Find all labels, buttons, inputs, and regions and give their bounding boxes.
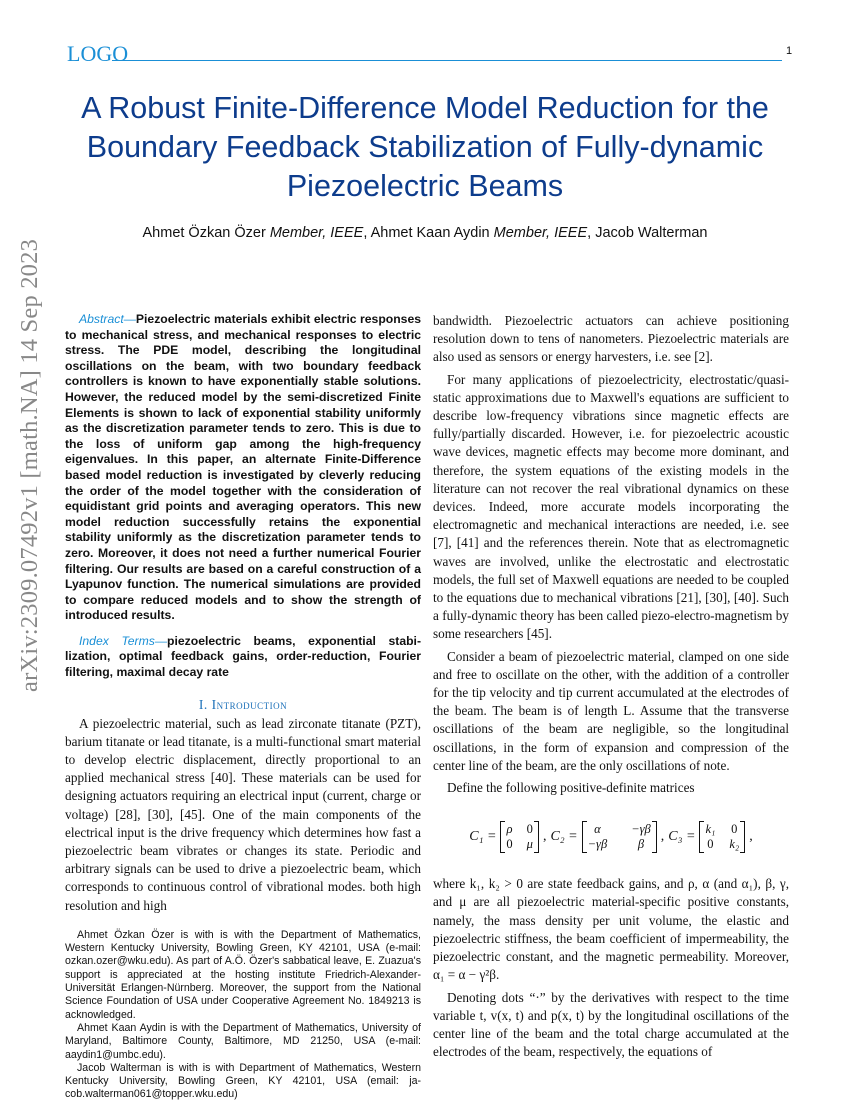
- matrix-cell: 0: [506, 837, 513, 852]
- page-number: 1: [786, 45, 793, 57]
- section-heading-introduction: I. Introduction: [198, 696, 288, 712]
- body-paragraph: Define the following positive-definite matrices: [447, 780, 695, 796]
- matrix-label: C₁ =: [469, 829, 497, 845]
- comma: ,: [749, 829, 753, 845]
- matrix-cell: α: [594, 822, 601, 837]
- matrix-cell: μ: [526, 837, 533, 852]
- body-paragraph: Consider a beam of piezoelectric material, clamped on one side and free to oscillate on the other, with the addition of a controller for the tip velocity and tip current accumulated at the electrodes of the beam. The beam is of length L. Assume that the transverse oscillations of the beam are negligible, so the longitudinal oscillations, in the form of expansion and compression of the center line of the beam, are the only oscillations of note.: [433, 648, 789, 773]
- index-terms: [65, 634, 421, 681]
- footnote-author-1: Ahmet Özkan Özer is with is with the Department of Mathematics, Western Kentucky University, Bowling Green, KY 42101, USA (e-mail: ozkan.ozer@wku.edu). As part of A.Ö. Özer's sabbatical leave, E. Zuazua's support is appreciated at the hosting institute Friedrich-Alexander-Universität Erlangen-Nürnberg. Moreover, the support from the National Science Foundation of USA under Cooperative Agreement No. 1849213 is acknowledged.: [65, 928, 421, 1021]
- journal-logo: LOGO: [67, 41, 129, 66]
- abstract-text: Piezoelectric materials exhibit electric responses to mechanical stress, and mechanical responses to electric stress. The PDE model, describing the longitudinal oscillations on the beam, with two boundary feedback controllers is known to have exponentially stable solutions. However, the reduced model by the semi-discretized Finite Elements is shown to lack of exponential stability uniformly as the discretization parameter tends to zero. This is due to the loss of uniform gap among the high-frequency eigenvalues. In this paper, an alternate Finite-Difference based model reduction is investigated by cleverly reducing the order of the model together with the consideration of equidistant grid points and averaging operators. This new model reduction successfully retains the exponential stability uniformly as the discretization parameter tends to zero. Moreover, it does not need a further numerical Fourier filtering. Our results are based on a careful construction of a Lyapunov function. The numerical simulations are provided to compare reduced models and to show the strength of introduced results.: [65, 312, 421, 623]
- matrix-cell: 0: [526, 822, 533, 837]
- title-block: [40, 89, 810, 241]
- paper-title: A Robust Finite-Difference Model Reduction for the Boundary Feedback Stabilization of Fully-dynamic Piezoelectric Beams: [81, 91, 769, 203]
- body-paragraph: Denoting dots “·” by the derivatives with respect to the time variable t, v(x, t) and p(x, t) by the longitudinal oscillations of the center line of the beam and the total charge accumulated at the electrodes of the beam, respectively, the equations of: [433, 989, 789, 1060]
- matrix-cell: k₁: [705, 822, 716, 837]
- index-terms-label: Index Terms—: [79, 633, 168, 648]
- comma: ,: [542, 829, 547, 845]
- matrix-cell: 0: [707, 837, 714, 852]
- author-list: [40, 225, 810, 241]
- matrix-definitions-equation: [433, 821, 789, 853]
- arxiv-stamp: arXiv:2309.07492v1 [math.NA] 14 Sep 2023: [16, 238, 43, 692]
- abstract: [65, 312, 421, 624]
- matrix-c1: [500, 821, 539, 853]
- body-paragraph: where k₁, k₂ > 0 are state feedback gains, and ρ, α (and α₁), β, γ, and μ are all piezoelectric material-specific positive constants, namely, the mass density per unit volume, the elastic and piezoelectric stiffness, the beam coefficient of impermeability, the piezoelectric constant, and the magnetic permeability. Moreover, α₁ = α − γ²β.: [433, 876, 789, 983]
- author-name: Jacob Walterman: [595, 225, 708, 241]
- matrix-cell: −γβ: [587, 837, 608, 852]
- matrix-cell: k₂: [729, 837, 740, 852]
- matrix-label: C₃ =: [668, 829, 696, 845]
- body-paragraph: For many applications of piezoelectricity, electrostatic/quasi-static approximations due to Maxwell's equations are sufficient to describe low-frequency vibrations since magnetic effects are fully/partially discarded. However, i.e. for piezoelectric acoustic wave devices, magnetic effects may become more dominant, and therefore, the system equations of the existing models in the literature can not recover the real vibrational dynamics on these devices. Indeed, more accurate models incorporating the electromagnetic and mechanical interactions are needed, i.e. see [7], [41] and the references therein. Note that as electromagnetic waves are involved, unlike the electrostatic and electrostatic models, the full set of Maxwell equations are needed to be coupled to the equations due to mechanical vibrations [21], [30], [40]. Such a fully-dynamic theory has been called piezo-electro-magnetism by some researchers [45].: [433, 371, 789, 642]
- abstract-label: Abstract—: [79, 312, 136, 326]
- matrix-cell: −γβ: [631, 822, 651, 837]
- body-paragraph: A piezoelectric material, such as lead zirconate titanate (PZT), barium titanate or lead titanate, is a multi-functional smart material to develop electric displacement, directly proportional to an applied mechanical stress [40]. These materials can be used for designing actuators requiring an electrical input (current, charge or voltage) [28], [30], [45]. One of the main components of the electrical input is the drive frequency which determines how fast a piezoelectric beam vibrates or changes its state. Periodic and arbitrary signals can be used to drive a piezoelectric beam, which corresponds to continuous control of vibrational modes. both high resolution and high: [65, 715, 421, 913]
- body-paragraph: bandwidth. Piezoelectric actuators can achieve positioning resolution down to tens of nanometers. Piezoelectric materials are also used as sensors or energy harvesters, i.e. see [2].: [433, 313, 789, 365]
- matrix-c3: [699, 821, 745, 853]
- matrix-cell: 0: [731, 822, 738, 837]
- separator: ,: [363, 225, 371, 241]
- matrix-label: C₂ =: [550, 829, 578, 845]
- author-name: Ahmet Özkan Özer: [142, 225, 266, 241]
- matrix-cell: β: [637, 837, 645, 852]
- matrix-cell: ρ: [506, 822, 513, 837]
- right-column: [433, 312, 789, 1061]
- index-terms-text: piezoelectric beams, exponential stabilization, optimal feedback gains, order-reduction, Fourier filtering, maximal decay rate: [65, 633, 421, 680]
- footnote-author-2: Ahmet Kaan Aydin is with the Department of Mathematics, University of Maryland, Baltimore County, Baltimore, MD 21250, USA (e-mail: aaydin1@umbc.edu).: [65, 1021, 421, 1061]
- author-role: Member, IEEE: [493, 225, 588, 241]
- footnote-author-3: Jacob Walterman is with is with Department of Mathematics, Western Kentucky University, Bowling Green, KY 42101, USA (email: jacob.walterman061@topper.wku.edu): [65, 1061, 421, 1101]
- author-role: Member, IEEE: [269, 225, 364, 241]
- comma: ,: [660, 829, 665, 845]
- separator: ,: [587, 225, 596, 241]
- matrix-c2: [582, 821, 657, 853]
- footnotes: [65, 929, 421, 1102]
- author-name: Ahmet Kaan Aydin: [370, 225, 490, 241]
- left-column: [65, 312, 421, 1102]
- header-rule: [112, 60, 782, 61]
